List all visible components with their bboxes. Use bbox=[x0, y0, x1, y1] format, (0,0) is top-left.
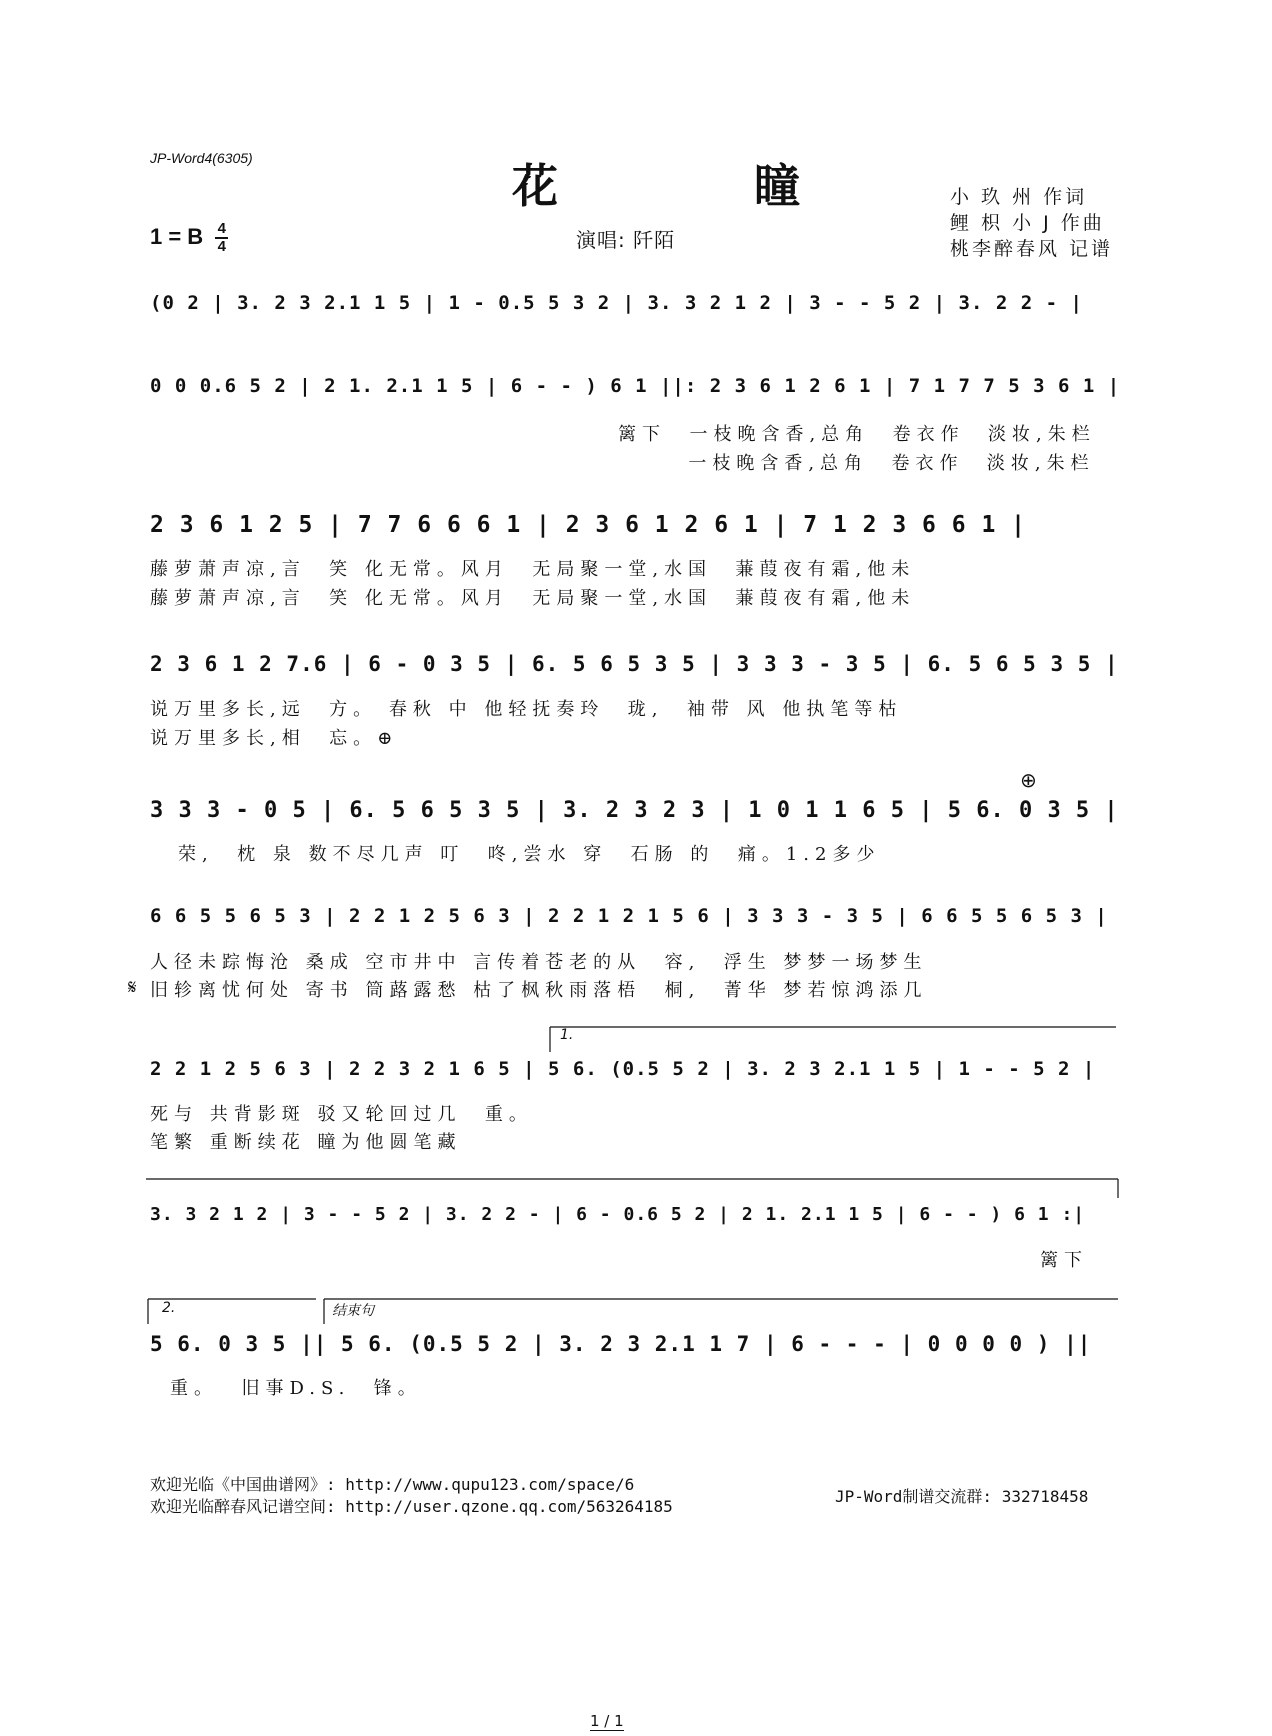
composer: 鲤 枳 小 J 作曲 bbox=[950, 212, 1105, 234]
volta-1-bracket bbox=[548, 1024, 1118, 1054]
footer-group: JP-Word制谱交流群: 332718458 bbox=[835, 1487, 1089, 1506]
lyric-line-3b: 藤萝萧声凉,言 笑 化无常。风月 无局聚一堂,水国 蒹葭夜有霜,他未 bbox=[150, 588, 916, 609]
score-line-9 bbox=[150, 1332, 1120, 1372]
score-line-2 bbox=[150, 375, 1120, 415]
score-line-4 bbox=[150, 652, 1120, 692]
notes-line-6: 6 6 5 5 6 5 3 | 2 2 1 2 5 6 3 | 2 2 1 2 1 5 6 | 3 3 3 - 3 5 | 6 6 5 5 6 5 3 | bbox=[150, 905, 1108, 927]
lyricist: 小 玖 州 作词 bbox=[950, 186, 1088, 208]
time-signature bbox=[215, 222, 228, 254]
volta-1-continuation bbox=[146, 1176, 1121, 1200]
key-signature bbox=[150, 222, 228, 254]
notes-line-5: 3 3 3 - 0 5 | 6. 5 6 5 3 5 | 3. 2 3 2 3 | 1 0 1 1 6 5 | 5 6. 0 3 5 | bbox=[150, 798, 1119, 823]
credits bbox=[950, 184, 1113, 262]
score-line-3 bbox=[150, 512, 1120, 552]
lyric-line-4a: 说万里多长,远 方。 春秋 中 他轻抚奏玲 珑, 袖带 风 他执笔等枯 bbox=[150, 699, 903, 720]
lyric-line-5a: 荣, 枕 泉 数不尽几声 叮 咚,尝水 穿 石肠 的 痛。1.2多少 bbox=[178, 844, 881, 865]
volta-2-label: 2. bbox=[162, 1300, 176, 1316]
coda-icon: ⊕ bbox=[1020, 768, 1037, 792]
transcriber: 桃李醉春风 记谱 bbox=[950, 238, 1114, 260]
lyric-line-7b: 笔繁 重断续花 瞳为他圆笔藏 bbox=[150, 1132, 462, 1153]
notes-line-1: (0 2 | 3. 2 3 2.1 1 5 | 1 - 0.5 5 3 2 | 3. 3 2 1 2 | 3 - - 5 2 | 3. 2 2 - | bbox=[150, 292, 1083, 314]
notes-line-4: 2 3 6 1 2 7.6 | 6 - 0 3 5 | 6. 5 6 5 3 5 | 3 3 3 - 3 5 | 6. 5 6 5 3 5 | bbox=[150, 652, 1119, 676]
volta-1-label: 1. bbox=[560, 1027, 574, 1043]
volta-2-bracket bbox=[146, 1296, 1121, 1326]
notes-line-2: 0 0 0.6 5 2 | 2 1. 2.1 1 5 | 6 - - ) 6 1 ||: 2 3 6 1 2 6 1 | 7 1 7 7 5 3 6 1 | bbox=[150, 375, 1121, 397]
notes-line-9: 5 6. 0 3 5 || 5 6. (0.5 5 2 | 3. 2 3 2.1 1 7 | 6 - - - | 0 0 0 0 ) || bbox=[150, 1332, 1092, 1356]
score-line-7 bbox=[150, 1058, 1120, 1098]
lyric-line-6b: 旧轸离忧何处 寄书 筒蕗露愁 枯了枫秋雨落梧 桐, 菁华 梦若惊鸿添几 bbox=[150, 980, 928, 1001]
score-line-5 bbox=[150, 798, 1120, 838]
notes-line-3: 2 3 6 1 2 5 | 7 7 6 6 6 1 | 2 3 6 1 2 6 1 | 7 1 2 3 6 6 1 | bbox=[150, 512, 1026, 538]
lyric-line-6a: 人径未踪悔沧 桑成 空市井中 言传着苍老的从 容, 浮生 梦梦一场梦生 bbox=[150, 952, 928, 973]
time-bottom: 4 bbox=[217, 238, 226, 255]
lyric-line-2a: 篱下 一枝晚含香,总角 卷衣作 淡妆,朱栏 bbox=[618, 424, 1096, 445]
page-number-text: 1 / 1 bbox=[590, 1712, 624, 1730]
lyric-line-3a: 藤萝萧声凉,言 笑 化无常。风月 无局聚一堂,水国 蒹葭夜有霜,他未 bbox=[150, 559, 916, 580]
segno-icon: 𝄋 bbox=[128, 975, 137, 999]
lyric-line-7a: 死与 共背影斑 驳又轮回过几 重。 bbox=[150, 1104, 533, 1125]
software-version: JP-Word4(6305) bbox=[150, 150, 253, 166]
ending-label: 结束句 bbox=[332, 1303, 374, 1319]
key-label: 1 = B bbox=[150, 223, 204, 249]
notes-line-7: 2 2 1 2 5 6 3 | 2 2 3 2 1 6 5 | 5 6. (0.5 5 2 | 3. 2 3 2.1 1 5 | 1 - - 5 2 | bbox=[150, 1058, 1096, 1080]
lyric-line-2b: 一枝晚含香,总角 卷衣作 淡妆,朱栏 bbox=[618, 453, 1095, 474]
footer-link-2[interactable]: 欢迎光临醉春风记谱空间: http://user.qzone.qq.com/563264185 bbox=[150, 1497, 673, 1516]
footer-link-1[interactable]: 欢迎光临《中国曲谱网》: http://www.qupu123.com/space/6 bbox=[150, 1475, 635, 1494]
page-number bbox=[590, 1712, 624, 1730]
score-line-6 bbox=[150, 905, 1120, 945]
song-title: 花 瞳 bbox=[512, 159, 891, 213]
lyric-line-4b: 说万里多长,相 忘。⊕ bbox=[150, 728, 399, 749]
score-line-8 bbox=[150, 1204, 1120, 1244]
notes-line-8: 3. 3 2 1 2 | 3 - - 5 2 | 3. 2 2 - | 6 - 0.6 5 2 | 2 1. 2.1 1 5 | 6 - - ) 6 1 :| bbox=[150, 1204, 1086, 1225]
time-top: 4 bbox=[217, 220, 226, 237]
lyric-line-9a: 重。 旧事D.S. 锋。 bbox=[170, 1378, 422, 1399]
singer: 演唱: 阡陌 bbox=[576, 228, 676, 252]
score-line-1 bbox=[150, 292, 1120, 332]
lyric-line-8a: 篱下 bbox=[1040, 1250, 1088, 1271]
